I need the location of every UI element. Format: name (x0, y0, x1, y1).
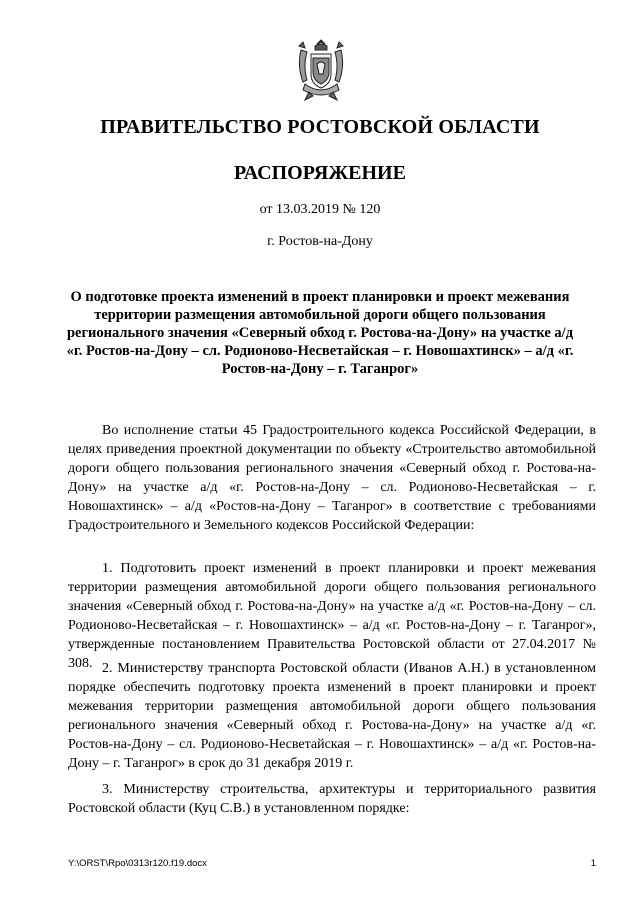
city: г. Ростов-на-Дону (267, 234, 373, 249)
coat-of-arms-icon (293, 36, 349, 104)
item-1-paragraph: 1. Подготовить проект изменений в проект планировки и проект межевания территории размещения автомобильной дороги общего пользования регионального значения «Северный обход г. Ростова-на-Дону» на участке а/д «г. Ростов-на-Дону – сл. Родионово-Несветайская – г. Новошахтинск» – а/д «г. Ростов-на-Дону – г. Таганрог», утвержденные постановлением Правительства Ростовской области от 27.04.2017 № 308. (68, 561, 596, 671)
page-footer (68, 858, 596, 869)
page-number: 1 (590, 858, 596, 869)
document-title: О подготовке проекта изменений в проект планировки и проект межевания территории размещения автомобильной дороги общего пользования регионального значения «Северный обход г. Ростова-на-Дону» на участке а/д «г. Ростов-на-Дону – сл. Родионово-Несветайская – г. Новошахтинск» – а/д «г. Ростов-на-Дону – г. Таганрог» (66, 289, 574, 377)
file-path: Y:\ORST\Rpo\0313r120.f19.docx (68, 858, 207, 869)
item-3-paragraph: 3. Министерству строительства, архитектуры и территориального развития Ростовской области (Куц С.В.) в установленном порядке: (68, 782, 596, 816)
item-2-paragraph: 2. Министерству транспорта Ростовской области (Иванов А.Н.) в установленном порядке обеспечить подготовку проекта изменений в проект планировки и проект межевания территории размещения автомобильной дороги общего пользования регионального значения «Северный обход г. Ростова-на-Дону» на участке а/д «г. Ростов-на-Дону – сл. Родионово-Несветайская – г. Новошахтинск» – а/д «г. Ростов-на-Дону – г. Таганрог» в срок до 31 декабря 2019 г. (68, 661, 596, 771)
document-type: РАСПОРЯЖЕНИЕ (234, 162, 406, 184)
date-number: от 13.03.2019 № 120 (259, 202, 381, 217)
government-name: ПРАВИТЕЛЬСТВО РОСТОВСКОЙ ОБЛАСТИ (100, 116, 540, 138)
preamble-paragraph: Во исполнение статьи 45 Градостроительного кодекса Российской Федерации, в целях приведения проектной документации по объекту «Строительство автомобильной дороги общего пользования регионального значения «Северный обход г. Ростова-на-Дону» на участке а/д «г. Ростов-на-Дону – сл. Родионово-Несветайская – г. Новошахтинск» – а/д «Ростов-на-Дону – Таганрог» в соответствие с требованиями Градостроительного и Земельного кодексов Российской Федерации: (68, 423, 596, 533)
